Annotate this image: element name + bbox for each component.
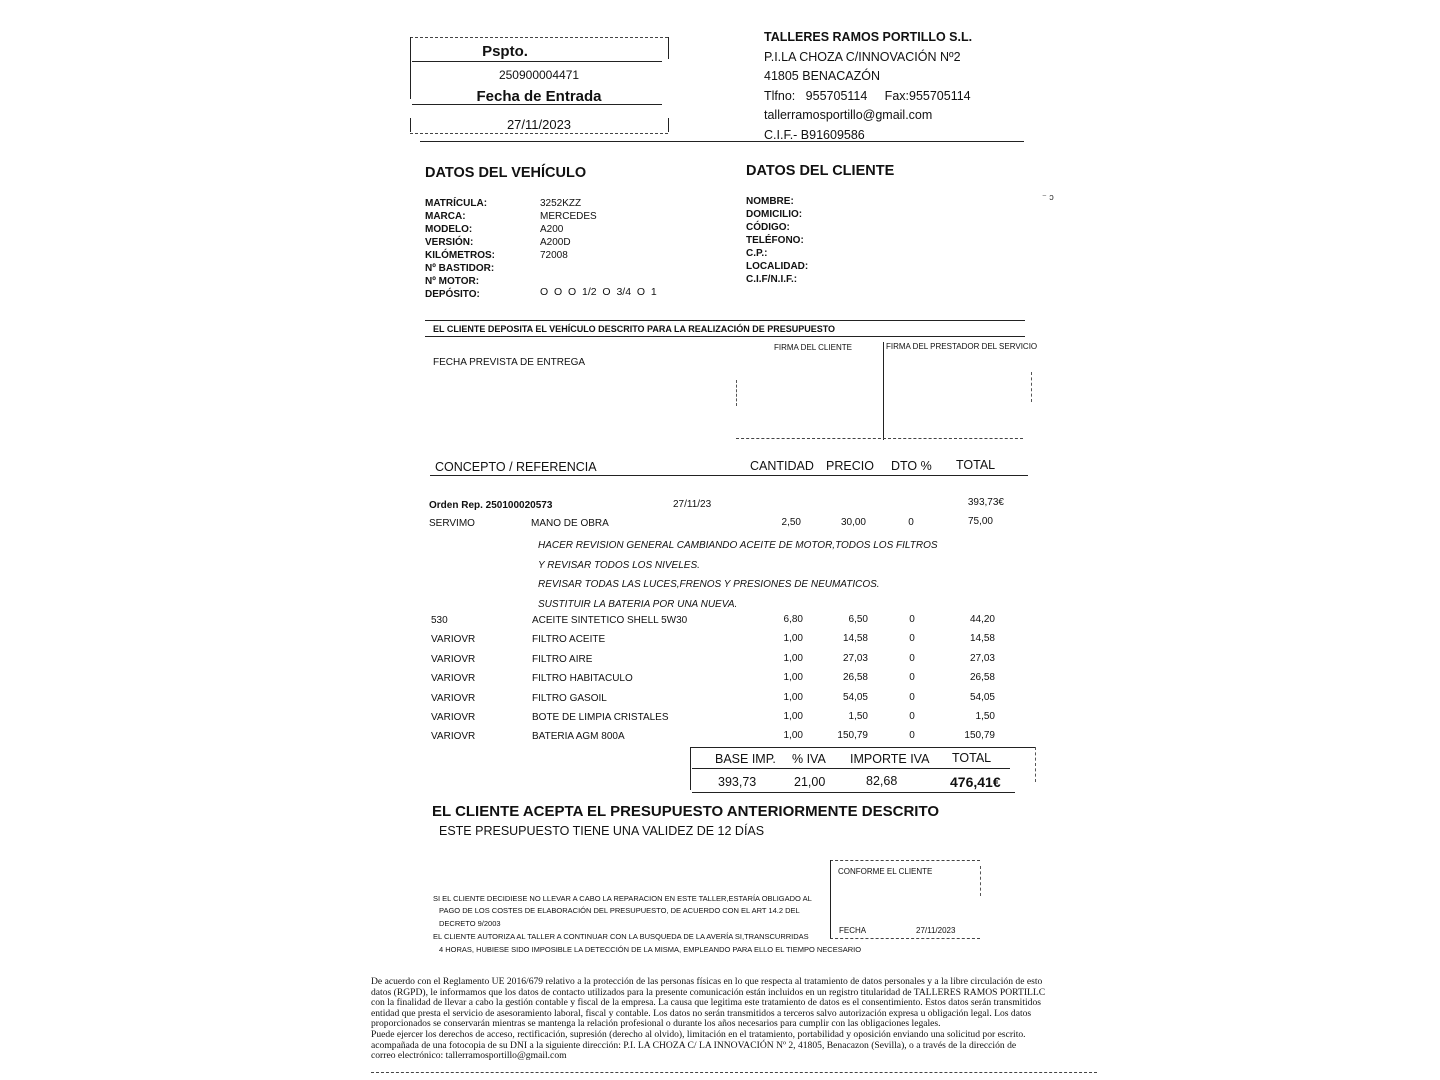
item-desc: ACEITE SINTETICO SHELL 5W30: [532, 615, 688, 626]
item-dto: 0: [909, 730, 915, 742]
item-qty: 1,00: [783, 672, 803, 684]
vehicle-row: [425, 288, 725, 301]
conforme-label: CONFORME EL CLIENTE: [838, 867, 933, 876]
item-ref: VARIOVR: [431, 634, 476, 646]
item-qty: 1,00: [783, 730, 803, 742]
item-total: 1,50: [975, 711, 995, 722]
item-price: 27,03: [842, 652, 868, 664]
scan-mark-icon: ⁻ ɔ: [1042, 192, 1054, 202]
item-desc: FILTRO AIRE: [532, 653, 593, 665]
vehicle-row: [425, 236, 725, 249]
iva-label: % IVA: [792, 752, 826, 766]
company-name: TALLERES RAMOS PORTILLO S.L.: [764, 30, 973, 44]
vehicle-field-label: MARCA:: [425, 211, 466, 222]
vehicle-field-value: A200D: [540, 237, 571, 248]
item-qty: 1,00: [783, 633, 803, 645]
item-qty: 2,50: [781, 517, 801, 528]
item-price: 30,00: [840, 517, 866, 528]
item-total: 14,58: [969, 633, 995, 645]
clause-line: DECRETO 9/2003: [439, 918, 501, 928]
vehicle-field-value: A200: [540, 224, 564, 235]
clause-line: PAGO DE LOS COSTES DE ELABORACIÓN DEL PRESUPUESTO, DE ACUERDO CON EL ART 14.2 DEL: [439, 906, 800, 916]
vehicle-field-label: Nº BASTIDOR:: [425, 263, 495, 274]
client-signature-label: FIRMA DEL CLIENTE: [774, 343, 852, 352]
budget-title: Pspto.: [482, 43, 528, 60]
item-ref: VARIOVR: [431, 653, 476, 665]
item-ref: 530: [431, 615, 448, 626]
header-total: TOTAL: [956, 458, 996, 472]
vehicle-row: [425, 197, 725, 210]
item-qty: 1,00: [783, 711, 803, 722]
order-total: 393,73€: [967, 497, 1004, 508]
client-field-label: C.P.:: [746, 248, 768, 259]
company-cif: C.I.F.- B91609586: [764, 127, 865, 142]
item-price: 6,50: [848, 614, 868, 625]
acceptance-title: EL CLIENTE ACEPTA EL PRESUPUESTO ANTERIORMENTE DESCRITO: [432, 803, 940, 820]
header-concept: CONCEPTO / REFERENCIA: [435, 460, 597, 474]
item-total: 27,03: [969, 652, 995, 664]
legal-line: Puede ejercer los derechos de acceso, rectificación, supresión (derecho al olvido), limitación en el tratamiento, portabilidad y oposición enviando una solicitud por escrito.: [371, 1028, 1026, 1040]
header-discount: DTO %: [891, 459, 932, 473]
item-dto: 0: [909, 652, 915, 664]
item-desc: FILTRO ACEITE: [532, 634, 606, 646]
item-desc: FILTRO GASOIL: [532, 692, 607, 704]
vehicle-row: [425, 262, 725, 275]
item-dto: 0: [909, 691, 915, 703]
legal-line: entidad que presta el servicio de asesoramiento laboral, fiscal y contable. Los datos no serán transmitidos a terceros salvo autorización expresa u obligación legal. Los datos: [371, 1007, 1032, 1019]
vehicle-field-label: KILÓMETROS:: [425, 250, 495, 261]
item-dto: 0: [909, 672, 915, 684]
item-ref: SERVIMO: [429, 518, 475, 529]
header-quantity: CANTIDAD: [750, 459, 814, 473]
item-total: 26,58: [969, 672, 995, 684]
vehicle-field-value: MERCEDES: [540, 211, 597, 222]
entry-date-label: Fecha de Entrada: [476, 88, 602, 105]
provider-signature-label: FIRMA DEL PRESTADOR DEL SERVICIO: [886, 342, 1038, 351]
order-date: 27/11/23: [673, 499, 712, 510]
header-price: PRECIO: [826, 459, 874, 473]
item-qty: 6,80: [783, 614, 803, 625]
base-value: 393,73: [718, 775, 757, 789]
client-heading: DATOS DEL CLIENTE: [746, 163, 895, 179]
work-note-line: REVISAR TODAS LAS LUCES,FRENOS Y PRESIONES DE NEUMATICOS.: [538, 579, 880, 590]
company-address: P.I.LA CHOZA C/INNOVACIÓN Nº2: [764, 49, 961, 64]
entry-date: 27/11/2023: [506, 117, 572, 132]
client-field-label: NOMBRE:: [746, 196, 794, 207]
client-field-label: LOCALIDAD:: [746, 261, 809, 272]
clauses: [433, 893, 861, 956]
legal-line: correo electrónico: tallerramosportillo@gmail.com: [371, 1050, 567, 1062]
clause-line: 4 HORAS, HUBIESE SIDO IMPOSIBLE LA DETECCIÓN DE LA MISMA, EMPLEANDO PARA ELLO EL TIEMPO NECESARIO: [439, 944, 862, 954]
vehicle-field-label: DEPÓSITO:: [425, 289, 480, 300]
item-total: 75,00: [967, 516, 993, 527]
order-reference: Orden Rep. 250100020573: [429, 500, 553, 511]
item-discount: 0: [908, 517, 914, 528]
base-label: BASE IMP.: [715, 752, 776, 766]
clause-line: EL CLIENTE AUTORIZA AL TALLER A CONTINUAR CON LA BUSQUEDA DE LA AVERÍA SI,TRANSCURRIDAS: [433, 932, 809, 942]
item-total: 54,05: [969, 691, 995, 703]
item-total: 44,20: [969, 614, 995, 625]
item-dto: 0: [909, 711, 915, 722]
item-desc: BATERIA AGM 800A: [532, 731, 625, 743]
item-desc: FILTRO HABITACULO: [532, 673, 633, 685]
vehicle-row: [425, 249, 725, 262]
legal-notice: [371, 977, 1101, 1062]
item-total: 150,79: [964, 730, 995, 742]
vehicle-field-value: 3252KZZ: [540, 198, 582, 209]
total-label: TOTAL: [952, 751, 992, 765]
company-email: tallerramosportillo@gmail.com: [764, 108, 933, 122]
item-ref: VARIOVR: [431, 731, 476, 743]
company-city: 41805 BENACAZÓN: [764, 69, 881, 83]
vehicle-heading: DATOS DEL VEHÍCULO: [425, 165, 587, 181]
item-price: 1,50: [848, 711, 868, 722]
work-note-line: Y REVISAR TODOS LOS NIVELES.: [538, 559, 700, 571]
budget-number: 250900004471: [498, 68, 580, 82]
item-desc: MANO DE OBRA: [531, 518, 609, 529]
work-notes: [538, 536, 938, 614]
item-dto: 0: [909, 614, 915, 625]
item-qty: 1,00: [783, 691, 803, 703]
item-qty: 1,00: [783, 652, 803, 664]
delivery-date-label: FECHA PREVISTA DE ENTREGA: [433, 357, 586, 368]
vehicle-row: [425, 223, 725, 236]
item-price: 26,58: [842, 672, 868, 684]
client-field-label: CÓDIGO:: [746, 222, 790, 233]
vehicle-field-label: MODELO:: [425, 224, 473, 235]
vehicle-row: [425, 210, 725, 223]
vehicle-field-label: Nº MOTOR:: [425, 276, 480, 287]
client-field-label: C.I.F/N.I.F.:: [746, 274, 798, 285]
vehicle-data: [425, 197, 725, 301]
conforme-date-label: FECHA: [839, 926, 867, 935]
legal-line: De acuerdo con el Reglamento UE 2016/679 relativo a la protección de las personas físicas en lo que respecta al tratamiento de datos personales y a la libre circulación de esto: [371, 976, 1043, 987]
vehicle-field-label: MATRÍCULA:: [425, 198, 488, 209]
iva-amount-value: 82,68: [866, 774, 898, 788]
item-price: 14,58: [842, 633, 868, 645]
deposit-statement: EL CLIENTE DEPOSITA EL VEHÍCULO DESCRITO PARA LA REALIZACIÓN DE PRESUPUESTO: [433, 324, 836, 334]
clause-line: SI EL CLIENTE DECIDIESE NO LLEVAR A CABO LA REPARACION EN ESTE TALLER,ESTARÍA OBLIGADO AL: [433, 894, 812, 903]
item-price: 54,05: [842, 691, 868, 703]
item-price: 150,79: [837, 730, 868, 742]
client-field-label: TELÉFONO:: [746, 235, 804, 246]
legal-line: proporcionados se conservarán mientras se mantenga la relación profesional o durante los años necesarios para cumplir con las obligaciones legales.: [371, 1018, 941, 1030]
legal-line: con la finalidad de llevar a cabo la gestión contable y fiscal de la empresa. La causa que legitima este tratamiento de datos es el consentimiento. Estos datos serán transmitidos: [371, 997, 1042, 1009]
company-phone: Tlfno: 955705114 Fax:955705114: [764, 88, 971, 103]
client-data: [746, 195, 946, 286]
iva-amount-label: IMPORTE IVA: [850, 752, 930, 766]
item-dto: 0: [909, 633, 915, 645]
item-ref: VARIOVR: [431, 712, 476, 723]
legal-line: acompañada de una fotocopia de su DNI a la siguiente dirección: P.I. LA CHOZA C/ LA INNOVACIÓN Nº 2, 41805, Benacazon (Sevilla), o a través de la dirección de: [371, 1039, 1017, 1051]
item-ref: VARIOVR: [431, 692, 476, 704]
item-desc: BOTE DE LIMPIA CRISTALES: [532, 712, 669, 723]
work-note-line: SUSTITUIR LA BATERIA POR UNA NUEVA.: [538, 598, 738, 610]
vehicle-field-label: VERSIÓN:: [425, 237, 474, 248]
work-note-line: HACER REVISION GENERAL CAMBIANDO ACEITE DE MOTOR,TODOS LOS FILTROS: [538, 540, 938, 551]
validity-note: ESTE PRESUPUESTO TIENE UNA VALIDEZ DE 12 DÍAS: [439, 824, 765, 838]
item-ref: VARIOVR: [431, 673, 476, 685]
iva-value: 21,00: [794, 775, 826, 789]
conforme-date: 27/11/2023: [916, 926, 956, 935]
vehicle-field-value: O O O 1/2 O 3/4 O 1: [540, 286, 657, 298]
legal-line: datos (RGPD), le informamos que los datos de contacto utilizados para la presente comunicación están incluidos en un registro titularidad de TALLERES RAMOS PORTILLC: [371, 986, 1046, 998]
company-header: [764, 28, 1044, 145]
grand-total: 476,41€: [950, 774, 1001, 790]
client-field-label: DOMICILIO:: [746, 209, 803, 220]
vehicle-field-value: 72008: [540, 250, 568, 261]
